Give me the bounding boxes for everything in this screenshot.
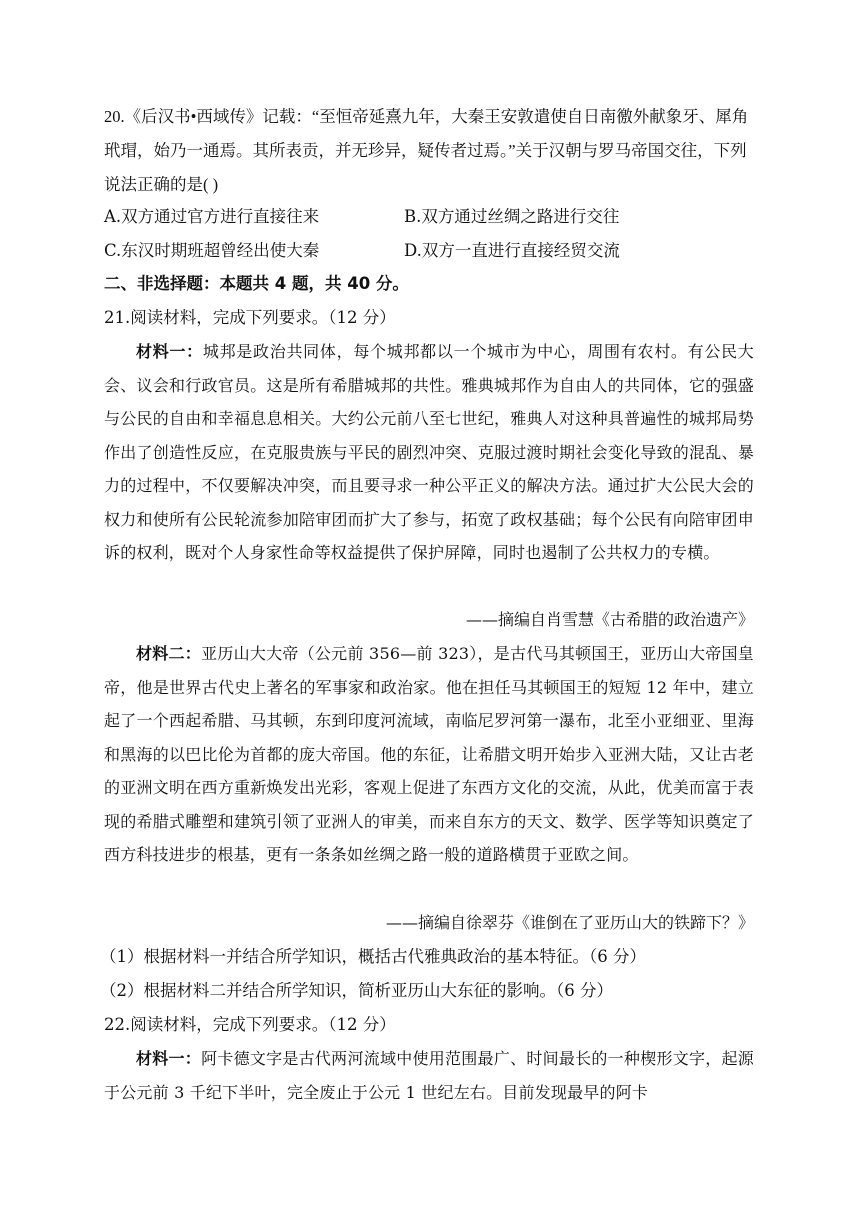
q21-material-1 [104, 335, 754, 570]
question-22-stem: 22.阅读材料，完成下列要求。（12 分） [104, 1015, 396, 1034]
option-a: A.双方通过官方进行直接往来 [104, 207, 320, 226]
q21-subquestion-2: （2）根据材料二并结合所学知识，简析亚历山大东征的影响。（6 分） [100, 981, 613, 1000]
q21-subquestion-1: （1）根据材料一并结合所学知识，概括古代雅典政治的基本特征。（6 分） [100, 947, 646, 966]
q21-material-1-source: ——摘编自肖雪慧《古希腊的政治遗产》 [465, 610, 754, 629]
option-b: B.双方通过丝绸之路进行交往 [404, 207, 620, 226]
q22-material-1 [104, 1042, 754, 1109]
q21-material-2-source: ——摘编自徐翠芬《谁倒在了亚历山大的铁蹄下？》 [385, 913, 754, 932]
question-21-stem: 21.阅读材料，完成下列要求。（12 分） [104, 308, 396, 327]
material-label: 材料一： [136, 342, 203, 361]
option-c: C.东汉时期班超曾经出使大秦 [104, 241, 320, 260]
question-20-stem: 20.《后汉书•西域传》记载：“至恒帝延熹九年，大秦王安敦遣使自日南徼外献象牙、犀角玳瑁，始乃一通焉。其所表贡，并无珍异，疑传者过焉。”关于汉朝与罗马帝国交往，下列说法正确的是( ) [104, 107, 749, 194]
material-text: 亚历山大大帝（公元前 356—前 323），是古代马其顿国王，亚历山大帝国皇帝，他是世界古代史上著名的军事家和政治家。他在担任马其顿国王的短短 12 年中，建立起了一个西起希腊、马其顿，东到印度河流域，南临尼罗河第一瀑布，北至小亚细亚、里海和黑海的以巴比伦为首都的庞大帝国。他的东征，让希腊文明开始步入亚洲大陆，又让古老的亚洲文明在西方重新焕发出光彩，客观上促进了东西方文化的交流，从此，优美而富于表现的希腊式雕塑和建筑引领了亚洲人的审美，而来自东方的天文、数学、医学等知识奠定了西方科技进步的根基，更有一条条如丝绸之路一般的道路横贯于亚欧之间。 [104, 644, 754, 864]
material-label: 材料二： [136, 644, 202, 663]
material-label: 材料一： [136, 1049, 202, 1068]
material-text: 阿卡德文字是古代两河流域中使用范围最广、时间最长的一种楔形文字，起源于公元前 3 千纪下半叶，完全废止于公元 1 世纪左右。目前发现最早的阿卡 [104, 1049, 754, 1102]
q21-material-2 [104, 637, 754, 872]
material-text: 城邦是政治共同体，每个城邦都以一个城市为中心，周围有农村。有公民大会、议会和行政官员。这是所有希腊城邦的共性。雅典城邦作为自由人的共同体，它的强盛与公民的自由和幸福息息相关。大约公元前八至七世纪，雅典人对这种具普遍性的城邦局势作出了创造性反应，在克服贵族与平民的剧烈冲突、克服过渡时期社会变化导致的混乱、暴力的过程中，不仅要解决冲突，而且要寻求一种公平正义的解决方法。通过扩大公民大会的权力和使所有公民轮流参加陪审团而扩大了参与，拓宽了政权基础；每个公民有向陪审团申诉的权利，既对个人身家性命等权益提供了保护屏障，同时也遏制了公共权力的专横。 [104, 342, 754, 562]
section-2-title: 二、非选择题：本题共 4 题，共 40 分。 [104, 274, 409, 293]
option-d: D.双方一直进行直接经贸交流 [404, 241, 620, 260]
